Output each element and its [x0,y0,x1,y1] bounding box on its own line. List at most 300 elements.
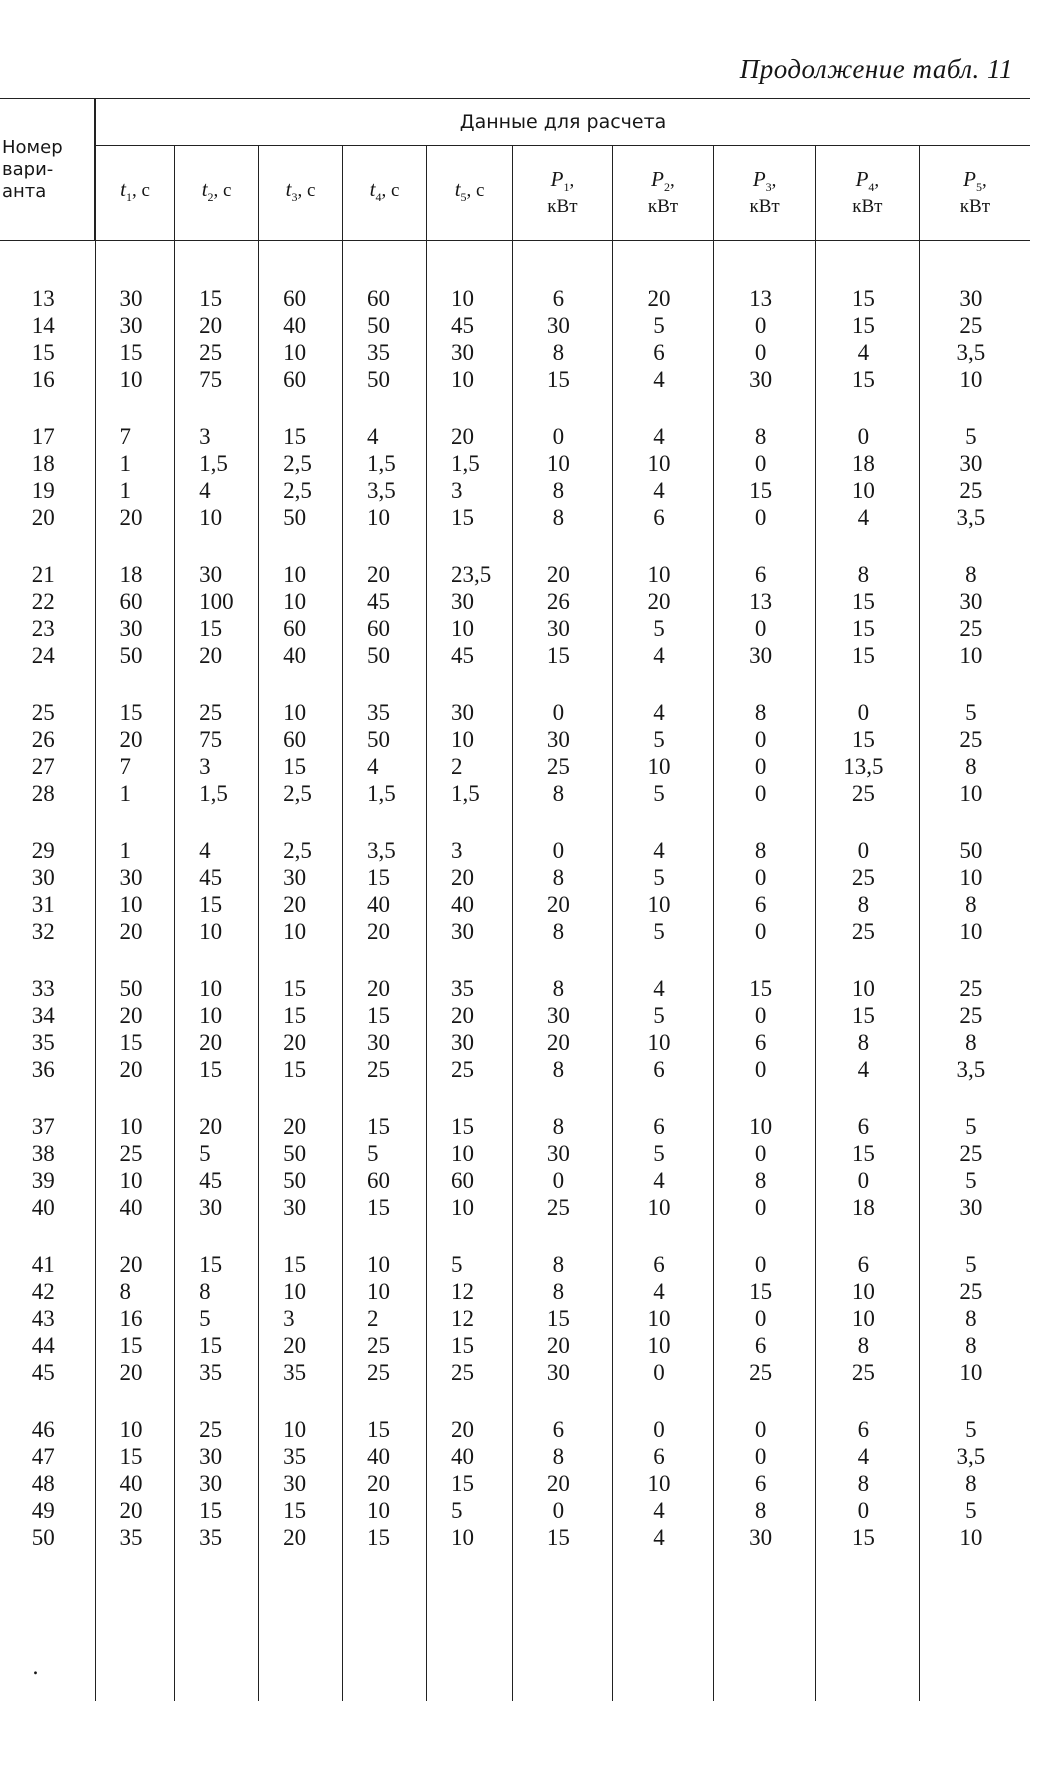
value-cell: 15 [427,1113,513,1140]
value-cell: 10 [427,1194,513,1221]
value-cell: 10 [175,975,259,1002]
value-cell: 30 [714,366,816,393]
variant-number-cell: 24 [31,643,55,668]
spacer-cell [919,807,1030,837]
spacer-cell [612,531,714,561]
value-cell: 0 [714,1002,816,1029]
value-cell: 5 [919,1497,1030,1524]
column-header-t1: $t_1$, с [95,146,175,241]
value-cell: 10 [815,477,919,504]
column-header-t4: $t_4$, с [343,146,427,241]
value-cell: 30 [919,588,1030,615]
value-cell: 8 [513,1278,612,1305]
spacer-row [0,1551,1030,1701]
value-cell: 20 [513,1470,612,1497]
value-cell: 25 [919,615,1030,642]
value-cell: 4 [612,366,714,393]
value-cell: 0 [714,1416,816,1443]
value-cell: 20 [175,312,259,339]
table-row [0,1140,1030,1167]
variant-number-cell: 15 [31,340,55,365]
value-cell: 10 [343,1278,427,1305]
variant-number-cell: 49 [31,1498,55,1523]
spacer-cell [95,807,175,837]
value-cell: 8 [513,918,612,945]
value-cell: 10 [95,1416,175,1443]
value-cell: 0 [714,1305,816,1332]
value-cell: 25 [513,753,612,780]
value-cell: 25 [919,312,1030,339]
value-cell: 6 [513,1416,612,1443]
value-cell: 20 [513,1029,612,1056]
value-cell: 20 [427,1002,513,1029]
value-cell: 15 [343,1416,427,1443]
spacer-cell [919,531,1030,561]
spacer-cell [919,1386,1030,1416]
spacer-cell [175,531,259,561]
value-cell: 30 [427,918,513,945]
spacer-cell [714,393,816,423]
spacer-cell [612,945,714,975]
spacer-cell [427,1221,513,1251]
spacer-cell [259,241,343,286]
value-cell: 4 [175,477,259,504]
value-cell: 60 [343,285,427,312]
value-cell: 40 [259,642,343,669]
value-cell: 15 [175,1497,259,1524]
spacer-cell [612,807,714,837]
spacer-cell [259,1551,343,1701]
value-cell: 6 [612,1443,714,1470]
value-cell: 6 [612,1056,714,1083]
spacer-cell [259,1083,343,1113]
spacer-row [0,945,1030,975]
variant-number-cell: 20 [31,505,55,530]
column-header-p5: $P_5$, кВт [919,146,1030,241]
value-cell: 20 [259,891,343,918]
value-cell: 60 [427,1167,513,1194]
table-row [0,1113,1030,1140]
value-cell: 8 [919,1470,1030,1497]
value-cell: 12 [427,1305,513,1332]
spacer-cell [175,393,259,423]
value-cell: 20 [612,588,714,615]
value-cell: 20 [175,642,259,669]
value-cell: 0 [513,1497,612,1524]
spacer-cell [612,393,714,423]
value-cell: 0 [714,726,816,753]
table-row [0,753,1030,780]
value-cell: 2,5 [259,450,343,477]
table-caption: Продолжение табл. 11 [739,54,1013,84]
value-cell: 1,5 [343,780,427,807]
value-cell: 15 [343,1524,427,1551]
value-cell: 20 [259,1029,343,1056]
value-cell: 10 [612,450,714,477]
value-cell: 30 [919,285,1030,312]
spacer-cell [0,669,95,699]
value-cell: 60 [95,588,175,615]
value-cell: 15 [175,891,259,918]
value-cell: 2,5 [259,837,343,864]
value-cell: 0 [815,699,919,726]
value-cell: 35 [175,1359,259,1386]
variant-number-cell: 33 [31,976,55,1001]
spacer-cell [175,1221,259,1251]
value-cell: 20 [95,504,175,531]
value-cell: 8 [714,699,816,726]
spacer-cell [343,241,427,286]
value-cell: 5 [919,423,1030,450]
value-cell: 30 [259,864,343,891]
value-cell: 18 [815,1194,919,1221]
value-cell: 15 [259,753,343,780]
table-row [0,1251,1030,1278]
value-cell: 20 [95,1002,175,1029]
value-cell: 8 [714,1497,816,1524]
value-cell: 16 [95,1305,175,1332]
table-row [0,975,1030,1002]
value-cell: 6 [714,561,816,588]
value-cell: 8 [175,1278,259,1305]
value-cell: 15 [343,1194,427,1221]
variant-number-cell: 28 [31,781,55,806]
variant-number-cell: 38 [31,1141,55,1166]
spacer-cell [513,1551,612,1701]
value-cell: 8 [513,1056,612,1083]
value-cell: 30 [175,1194,259,1221]
spacer-cell [0,393,95,423]
value-cell: 4 [612,1524,714,1551]
value-cell: 10 [612,561,714,588]
value-cell: 30 [427,1029,513,1056]
spacer-cell [427,1551,513,1701]
value-cell: 40 [259,312,343,339]
value-cell: 15 [815,366,919,393]
value-cell: 8 [95,1278,175,1305]
value-cell: 30 [175,561,259,588]
value-cell: 20 [95,1251,175,1278]
value-cell: 30 [513,1140,612,1167]
value-cell: 25 [919,726,1030,753]
variant-number-cell: 32 [31,919,55,944]
spacer-cell [513,1386,612,1416]
value-cell: 1,5 [427,450,513,477]
value-cell: 10 [427,366,513,393]
value-cell: 30 [95,312,175,339]
value-cell: 4 [175,837,259,864]
spacer-cell [95,945,175,975]
value-cell: 20 [513,561,612,588]
value-cell: 8 [919,561,1030,588]
spacer-cell [259,393,343,423]
spacer-cell [0,241,95,286]
value-cell: 50 [343,726,427,753]
value-cell: 7 [95,423,175,450]
value-cell: 4 [612,1167,714,1194]
value-cell: 25 [175,699,259,726]
value-cell: 10 [259,339,343,366]
calc-data-header: Данные для расчета [95,99,1030,146]
value-cell: 10 [919,1524,1030,1551]
value-cell: 8 [815,891,919,918]
value-cell: 0 [714,339,816,366]
value-cell: 25 [919,1140,1030,1167]
spacer-cell [714,1551,816,1701]
value-cell: 1,5 [175,450,259,477]
value-cell: 5 [612,1002,714,1029]
spacer-cell [612,241,714,286]
spacer-row [0,807,1030,837]
value-cell: 10 [427,615,513,642]
value-cell: 5 [919,1113,1030,1140]
value-cell: 3,5 [919,1443,1030,1470]
value-cell: 10 [95,366,175,393]
value-cell: 0 [714,918,816,945]
value-cell: 10 [612,1332,714,1359]
value-cell: 25 [513,1194,612,1221]
variant-number-cell: 26 [31,727,55,752]
value-cell: 15 [815,312,919,339]
value-cell: 4 [612,699,714,726]
value-cell: 60 [259,615,343,642]
spacer-cell [714,1386,816,1416]
value-cell: 0 [714,450,816,477]
value-cell: 10 [815,1305,919,1332]
variant-number-cell: 22 [31,589,55,614]
spacer-cell [919,1551,1030,1701]
value-cell: 45 [427,642,513,669]
value-cell: 12 [427,1278,513,1305]
value-cell: 40 [95,1470,175,1497]
table-row [0,837,1030,864]
value-cell: 20 [259,1113,343,1140]
value-cell: 4 [815,1443,919,1470]
table-row [0,1056,1030,1083]
value-cell: 25 [427,1359,513,1386]
table-row [0,285,1030,312]
value-cell: 20 [175,1029,259,1056]
value-cell: 25 [175,1416,259,1443]
table-body [0,241,1030,1702]
column-header-t5: $t_5$, с [427,146,513,241]
value-cell: 15 [259,423,343,450]
value-cell: 3 [427,837,513,864]
value-cell: 40 [343,1443,427,1470]
value-cell: 20 [343,975,427,1002]
spacer-cell [95,1551,175,1701]
value-cell: 20 [259,1332,343,1359]
value-cell: 25 [343,1359,427,1386]
value-cell: 15 [175,1251,259,1278]
value-cell: 15 [714,1278,816,1305]
value-cell: 6 [815,1113,919,1140]
variant-number-cell: 16 [31,367,55,392]
value-cell: 15 [513,642,612,669]
spacer-cell [815,393,919,423]
value-cell: 8 [513,477,612,504]
value-cell: 8 [919,753,1030,780]
table-row [0,1332,1030,1359]
column-header-p1: $P_1$, кВт [513,146,612,241]
spacer-cell [815,531,919,561]
variant-number-cell: 46 [31,1417,55,1442]
variant-number-cell: 37 [31,1114,55,1139]
value-cell: 0 [513,1167,612,1194]
value-cell: 30 [95,285,175,312]
spacer-cell [513,1221,612,1251]
value-cell: 10 [259,561,343,588]
value-cell: 60 [343,615,427,642]
spacer-row [0,241,1030,286]
value-cell: 25 [919,1278,1030,1305]
value-cell: 15 [815,588,919,615]
spacer-cell [175,1551,259,1701]
value-cell: 30 [343,1029,427,1056]
table-row [0,615,1030,642]
spacer-cell [427,945,513,975]
value-cell: 25 [175,339,259,366]
value-cell: 4 [612,975,714,1002]
column-header-t2: $t_2$, с [175,146,259,241]
variant-number-cell: 39 [31,1168,55,1193]
value-cell: 15 [714,975,816,1002]
value-cell: 7 [95,753,175,780]
value-cell: 45 [175,1167,259,1194]
value-cell: 15 [427,504,513,531]
variant-number-cell: 47 [31,1444,55,1469]
value-cell: 8 [513,1113,612,1140]
value-cell: 10 [919,918,1030,945]
value-cell: 10 [919,780,1030,807]
value-cell: 20 [343,918,427,945]
value-cell: 0 [815,1497,919,1524]
value-cell: 0 [714,1443,816,1470]
value-cell: 60 [259,726,343,753]
value-cell: 4 [612,1497,714,1524]
value-cell: 10 [343,1251,427,1278]
value-cell: 15 [513,1305,612,1332]
variant-number-cell: 36 [31,1057,55,1082]
table-row [0,891,1030,918]
value-cell: 0 [815,423,919,450]
spacer-cell [343,1221,427,1251]
spacer-cell [714,1083,816,1113]
value-cell: 60 [259,366,343,393]
value-cell: 5 [612,918,714,945]
value-cell: 5 [427,1251,513,1278]
value-cell: 0 [612,1359,714,1386]
value-cell: 75 [175,366,259,393]
footer-mark: . [32,1655,39,1680]
value-cell: 0 [714,312,816,339]
value-cell: 0 [513,837,612,864]
spacer-row [0,1083,1030,1113]
spacer-cell [714,945,816,975]
value-cell: 10 [919,366,1030,393]
value-cell: 60 [343,1167,427,1194]
spacer-cell [919,669,1030,699]
spacer-cell [919,945,1030,975]
value-cell: 50 [259,1140,343,1167]
value-cell: 15 [714,477,816,504]
spacer-cell [513,945,612,975]
value-cell: 0 [714,753,816,780]
value-cell: 50 [259,1167,343,1194]
value-cell: 0 [714,1140,816,1167]
value-cell: 30 [427,588,513,615]
value-cell: 10 [612,1305,714,1332]
column-header-row [0,146,1030,241]
value-cell: 0 [714,615,816,642]
value-cell: 30 [259,1470,343,1497]
spacer-cell [427,807,513,837]
value-cell: 5 [919,1251,1030,1278]
value-cell: 30 [175,1470,259,1497]
table-row [0,1416,1030,1443]
spacer-cell [513,241,612,286]
spacer-cell [259,1386,343,1416]
value-cell: 5 [612,864,714,891]
value-cell: 4 [612,642,714,669]
value-cell: 15 [175,285,259,312]
value-cell: 20 [427,864,513,891]
spacer-cell [612,669,714,699]
spacer-cell [95,1083,175,1113]
variant-number-cell: 48 [31,1471,55,1496]
spacer-cell [513,1083,612,1113]
value-cell: 3 [175,423,259,450]
value-cell: 0 [714,780,816,807]
value-cell: 4 [612,477,714,504]
value-cell: 0 [714,1251,816,1278]
value-cell: 8 [815,561,919,588]
spacer-cell [95,241,175,286]
value-cell: 5 [612,726,714,753]
value-cell: 8 [919,1029,1030,1056]
value-cell: 30 [175,1443,259,1470]
value-cell: 18 [95,561,175,588]
value-cell: 30 [427,339,513,366]
value-cell: 8 [714,1167,816,1194]
variant-number-cell: 23 [31,616,55,641]
value-cell: 25 [95,1140,175,1167]
value-cell: 4 [343,423,427,450]
value-cell: 30 [919,1194,1030,1221]
value-cell: 6 [714,1470,816,1497]
value-cell: 18 [815,450,919,477]
spacer-cell [427,531,513,561]
value-cell: 35 [175,1524,259,1551]
value-cell: 10 [259,1416,343,1443]
value-cell: 20 [95,1056,175,1083]
value-cell: 45 [343,588,427,615]
value-cell: 8 [815,1332,919,1359]
table-row [0,642,1030,669]
value-cell: 10 [612,1194,714,1221]
value-cell: 5 [919,1167,1030,1194]
value-cell: 10 [427,1140,513,1167]
value-cell: 25 [815,1359,919,1386]
column-header-p3: $P_3$, кВт [714,146,816,241]
value-cell: 40 [427,891,513,918]
table-row [0,1167,1030,1194]
value-cell: 10 [612,1029,714,1056]
value-cell: 10 [175,918,259,945]
value-cell: 10 [612,891,714,918]
value-cell: 40 [343,891,427,918]
spacer-row [0,1221,1030,1251]
